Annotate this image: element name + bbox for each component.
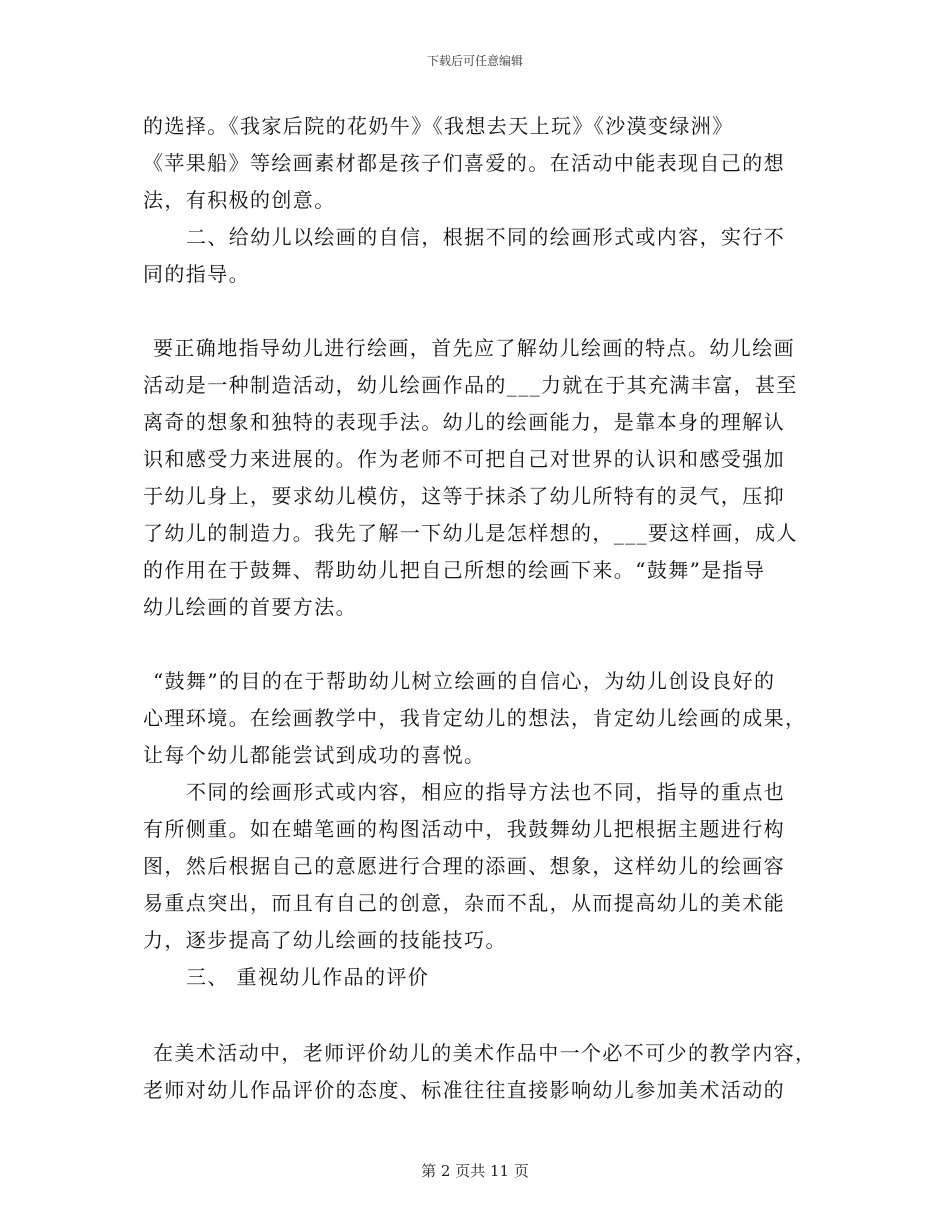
text-line: 有所侧重。如在蜡笔画的构图活动中，我鼓舞幼儿把根据主题进行构 <box>143 817 785 841</box>
text-line: 了幼儿的制造力。我先了解一下幼儿是怎样想的，___要这样画，成人 <box>143 521 798 545</box>
text-line: 让每个幼儿都能尝试到成功的喜悦。 <box>143 743 486 767</box>
text-line: “鼓舞”的目的在于帮助幼儿树立绘画的自信心，为幼儿创设良好的 <box>153 669 776 693</box>
section-heading-3: 三、 重视幼儿作品的评价 <box>186 965 430 989</box>
text-line: 识和感受力来进展的。作为老师不可把自己对世界的认识和感受强加 <box>143 447 785 471</box>
text-line: 法，有积极的创意。 <box>143 188 336 212</box>
page-footer: 第 2 页共 11 页 <box>421 1162 529 1180</box>
text-line: 离奇的想象和独特的表现手法。幼儿的绘画能力，是靠本身的理解认 <box>143 410 785 434</box>
text-line: 同的指导。 <box>143 262 250 286</box>
text-line: 在美术活动中，老师评价幼儿的美术作品中一个必不可少的教学内容， <box>153 1041 817 1065</box>
text-line: 心理环境。在绘画教学中，我肯定幼儿的想法，肯定幼儿绘画的成果， <box>143 706 807 730</box>
text-line: 幼儿绘画的首要方法。 <box>143 595 357 619</box>
text-line: 易重点突出，而且有自己的创意，杂而不乱，从而提高幼儿的美术能 <box>143 891 785 915</box>
text-line: 要正确地指导幼儿进行绘画，首先应了解幼儿绘画的特点。幼儿绘画 <box>153 336 795 360</box>
section-heading-2: 二、给幼儿以绘画的自信，根据不同的绘画形式或内容，实行不 <box>186 225 786 249</box>
text-line: 活动是一种制造活动，幼儿绘画作品的___力就在于其充满丰富，甚至 <box>143 373 798 397</box>
text-line: 《苹果船》等绘画素材都是孩子们喜爱的。在活动中能表现自己的想 <box>143 151 785 175</box>
text-line: 的选择。《我家后院的花奶牛》《我想去天上玩》《沙漠变绿洲》 <box>143 114 734 138</box>
text-line: 力，逐步提高了幼儿绘画的技能技巧。 <box>143 928 507 952</box>
text-line: 于幼儿身上，要求幼儿模仿，这等于抹杀了幼儿所特有的灵气，压抑 <box>143 484 785 508</box>
text-line: 图，然后根据自己的意愿进行合理的添画、想象，这样幼儿的绘画容 <box>143 854 785 878</box>
text-line: 的作用在于鼓舞、帮助幼儿把自己所想的绘画下来。“鼓舞”是指导 <box>143 558 766 582</box>
text-line: 老师对幼儿作品评价的态度、标准往往直接影响幼儿参加美术活动的 <box>143 1078 785 1102</box>
page-header: 下载后可任意编辑 <box>426 54 523 68</box>
text-line: 不同的绘画形式或内容，相应的指导方法也不同，指导的重点也 <box>186 780 786 804</box>
